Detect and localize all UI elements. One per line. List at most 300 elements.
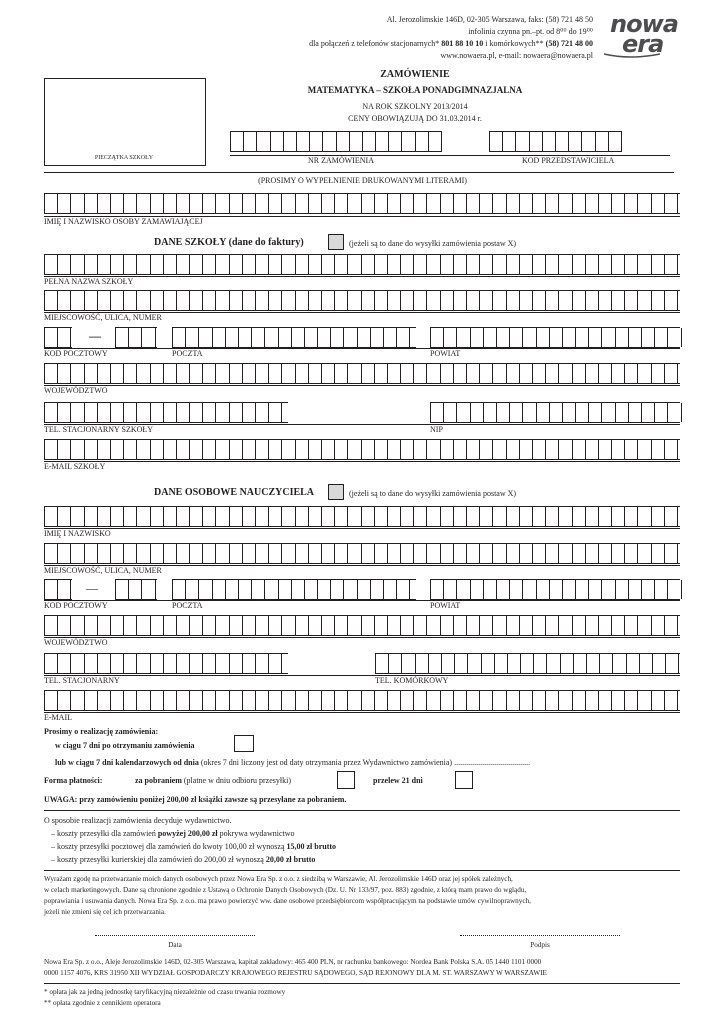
letter-cell[interactable] [58, 440, 71, 459]
letter-cell[interactable] [309, 194, 322, 213]
letter-cell[interactable] [124, 507, 137, 526]
letter-cell[interactable] [348, 440, 361, 459]
letter-cell[interactable] [427, 616, 440, 635]
letter-cell[interactable] [625, 194, 638, 213]
school-postcode-part1[interactable] [44, 327, 72, 348]
letter-cell[interactable] [457, 580, 470, 599]
letter-cell[interactable] [292, 580, 305, 599]
letter-cell[interactable] [573, 194, 586, 213]
letter-cell[interactable] [559, 194, 572, 213]
letter-cell[interactable] [401, 691, 414, 710]
letter-cell[interactable] [576, 403, 589, 422]
letter-cell[interactable] [652, 291, 665, 310]
letter-cell[interactable] [164, 654, 177, 673]
letter-cell[interactable] [480, 616, 493, 635]
school-name-grid[interactable] [44, 254, 680, 275]
letter-cell[interactable] [427, 691, 440, 710]
letter-cell[interactable] [230, 291, 243, 310]
letter-cell[interactable] [599, 691, 612, 710]
letter-cell[interactable] [523, 403, 536, 422]
letter-cell[interactable] [137, 403, 150, 422]
letter-cell[interactable] [85, 364, 98, 383]
letter-cell[interactable] [177, 291, 190, 310]
letter-cell[interactable] [230, 616, 243, 635]
letter-cell[interactable] [177, 194, 190, 213]
delivery-option1-checkbox[interactable] [234, 735, 254, 752]
letter-cell[interactable] [414, 194, 427, 213]
letter-cell[interactable] [190, 544, 203, 563]
letter-cell[interactable] [322, 291, 335, 310]
teacher-shipping-checkbox[interactable] [328, 484, 344, 500]
letter-cell[interactable] [129, 328, 142, 347]
letter-cell[interactable] [520, 440, 533, 459]
letter-cell[interactable] [441, 194, 454, 213]
school-email-grid[interactable] [44, 439, 680, 460]
letter-cell[interactable] [58, 507, 71, 526]
letter-cell[interactable] [296, 544, 309, 563]
teacher-street-grid[interactable] [44, 543, 680, 564]
letter-cell[interactable] [269, 616, 282, 635]
letter-cell[interactable] [429, 132, 442, 151]
letter-cell[interactable] [563, 580, 576, 599]
letter-cell[interactable] [58, 194, 71, 213]
letter-cell[interactable] [480, 544, 493, 563]
letter-cell[interactable] [252, 580, 265, 599]
letter-cell[interactable] [58, 691, 71, 710]
letter-cell[interactable] [335, 255, 348, 274]
letter-cell[interactable] [335, 291, 348, 310]
letter-cell[interactable] [550, 403, 563, 422]
letter-cell[interactable] [164, 616, 177, 635]
letter-cell[interactable] [203, 654, 216, 673]
letter-cell[interactable] [625, 544, 638, 563]
letter-cell[interactable] [216, 616, 229, 635]
letter-cell[interactable] [652, 544, 665, 563]
school-voivodeship-grid[interactable] [44, 363, 680, 384]
letter-cell[interactable] [230, 654, 243, 673]
letter-cell[interactable] [493, 440, 506, 459]
letter-cell[interactable] [589, 580, 602, 599]
letter-cell[interactable] [467, 691, 480, 710]
letter-cell[interactable] [653, 654, 666, 673]
letter-cell[interactable] [177, 364, 190, 383]
letter-cell[interactable] [85, 403, 98, 422]
letter-cell[interactable] [507, 616, 520, 635]
letter-cell[interactable] [151, 544, 164, 563]
letter-cell[interactable] [296, 440, 309, 459]
letter-cell[interactable] [642, 580, 655, 599]
letter-cell[interactable] [164, 364, 177, 383]
letter-cell[interactable] [282, 364, 295, 383]
letter-cell[interactable] [389, 654, 402, 673]
letter-cell[interactable] [85, 194, 98, 213]
letter-cell[interactable] [71, 255, 84, 274]
letter-cell[interactable] [388, 255, 401, 274]
letter-cell[interactable] [177, 507, 190, 526]
letter-cell[interactable] [537, 403, 550, 422]
letter-cell[interactable] [638, 364, 651, 383]
letter-cell[interactable] [520, 544, 533, 563]
letter-cell[interactable] [441, 507, 454, 526]
letter-cell[interactable] [638, 691, 651, 710]
letter-cell[interactable] [322, 440, 335, 459]
letter-cell[interactable] [265, 328, 278, 347]
letter-cell[interactable] [388, 364, 401, 383]
date-line[interactable] [95, 935, 255, 936]
letter-cell[interactable] [666, 654, 679, 673]
letter-cell[interactable] [265, 580, 278, 599]
letter-cell[interactable] [467, 255, 480, 274]
letter-cell[interactable] [493, 291, 506, 310]
letter-cell[interactable] [652, 440, 665, 459]
letter-cell[interactable] [665, 194, 678, 213]
teacher-postcode-part1[interactable] [44, 579, 72, 600]
letter-cell[interactable] [230, 364, 243, 383]
letter-cell[interactable] [586, 440, 599, 459]
letter-cell[interactable] [582, 132, 595, 151]
letter-cell[interactable] [71, 194, 84, 213]
letter-cell[interactable] [58, 580, 71, 599]
letter-cell[interactable] [230, 507, 243, 526]
letter-cell[interactable] [269, 440, 282, 459]
letter-cell[interactable] [616, 328, 629, 347]
letter-cell[interactable] [256, 507, 269, 526]
letter-cell[interactable] [454, 291, 467, 310]
letter-cell[interactable] [335, 691, 348, 710]
letter-cell[interactable] [546, 364, 559, 383]
letter-cell[interactable] [58, 328, 71, 347]
letter-cell[interactable] [550, 328, 563, 347]
letter-cell[interactable] [58, 654, 71, 673]
letter-cell[interactable] [402, 132, 415, 151]
letter-cell[interactable] [282, 194, 295, 213]
letter-cell[interactable] [362, 544, 375, 563]
letter-cell[interactable] [665, 544, 678, 563]
letter-cell[interactable] [216, 440, 229, 459]
letter-cell[interactable] [375, 544, 388, 563]
letter-cell[interactable] [561, 654, 574, 673]
letter-cell[interactable] [600, 654, 613, 673]
letter-cell[interactable] [164, 507, 177, 526]
letter-cell[interactable] [230, 403, 243, 422]
letter-cell[interactable] [559, 364, 572, 383]
letter-cell[interactable] [589, 403, 602, 422]
letter-cell[interactable] [520, 194, 533, 213]
letter-cell[interactable] [137, 616, 150, 635]
letter-cell[interactable] [71, 691, 84, 710]
letter-cell[interactable] [111, 440, 124, 459]
letter-cell[interactable] [190, 364, 203, 383]
letter-cell[interactable] [642, 403, 655, 422]
letter-cell[interactable] [467, 364, 480, 383]
letter-cell[interactable] [256, 544, 269, 563]
letter-cell[interactable] [510, 580, 523, 599]
letter-cell[interactable] [85, 691, 98, 710]
letter-cell[interactable] [203, 440, 216, 459]
letter-cell[interactable] [616, 580, 629, 599]
letter-cell[interactable] [296, 691, 309, 710]
letter-cell[interactable] [111, 691, 124, 710]
letter-cell[interactable] [296, 291, 309, 310]
letter-cell[interactable] [124, 255, 137, 274]
letter-cell[interactable] [362, 291, 375, 310]
letter-cell[interactable] [71, 544, 84, 563]
letter-cell[interactable] [85, 440, 98, 459]
letter-cell[interactable] [305, 328, 318, 347]
letter-cell[interactable] [111, 507, 124, 526]
letter-cell[interactable] [269, 507, 282, 526]
teacher-email-grid[interactable] [44, 690, 680, 711]
letter-cell[interactable] [665, 440, 678, 459]
letter-cell[interactable] [216, 291, 229, 310]
letter-cell[interactable] [190, 194, 203, 213]
letter-cell[interactable] [216, 507, 229, 526]
letter-cell[interactable] [164, 255, 177, 274]
letter-cell[interactable] [282, 544, 295, 563]
letter-cell[interactable] [375, 291, 388, 310]
teacher-voivodeship-grid[interactable] [44, 615, 680, 636]
teacher-mobile-grid[interactable] [375, 653, 680, 674]
letter-cell[interactable] [137, 544, 150, 563]
letter-cell[interactable] [124, 364, 137, 383]
letter-cell[interactable] [190, 291, 203, 310]
letter-cell[interactable] [203, 364, 216, 383]
letter-cell[interactable] [533, 440, 546, 459]
letter-cell[interactable] [441, 255, 454, 274]
letter-cell[interactable] [612, 291, 625, 310]
letter-cell[interactable] [652, 364, 665, 383]
letter-cell[interactable] [384, 328, 397, 347]
letter-cell[interactable] [230, 440, 243, 459]
letter-cell[interactable] [190, 403, 203, 422]
letter-cell[interactable] [116, 328, 129, 347]
letter-cell[interactable] [444, 580, 457, 599]
letter-cell[interactable] [559, 691, 572, 710]
letter-cell[interactable] [164, 544, 177, 563]
letter-cell[interactable] [331, 328, 344, 347]
letter-cell[interactable] [638, 544, 651, 563]
letter-cell[interactable] [45, 364, 58, 383]
letter-cell[interactable] [282, 507, 295, 526]
letter-cell[interactable] [362, 507, 375, 526]
letter-cell[interactable] [546, 691, 559, 710]
letter-cell[interactable] [151, 364, 164, 383]
letter-cell[interactable] [599, 194, 612, 213]
letter-cell[interactable] [124, 403, 137, 422]
letter-cell[interactable] [427, 291, 440, 310]
letter-cell[interactable] [243, 255, 256, 274]
letter-cell[interactable] [282, 255, 295, 274]
letter-cell[interactable] [497, 580, 510, 599]
letter-cell[interactable] [203, 507, 216, 526]
letter-cell[interactable] [573, 691, 586, 710]
letter-cell[interactable] [375, 255, 388, 274]
letter-cell[interactable] [454, 507, 467, 526]
letter-cell[interactable] [282, 440, 295, 459]
letter-cell[interactable] [467, 291, 480, 310]
letter-cell[interactable] [363, 132, 376, 151]
letter-cell[interactable] [177, 616, 190, 635]
letter-cell[interactable] [124, 544, 137, 563]
letter-cell[interactable] [401, 544, 414, 563]
letter-cell[interactable] [58, 255, 71, 274]
letter-cell[interactable] [226, 580, 239, 599]
letter-cell[interactable] [309, 544, 322, 563]
letter-cell[interactable] [401, 507, 414, 526]
letter-cell[interactable] [177, 691, 190, 710]
letter-cell[interactable] [503, 132, 516, 151]
letter-cell[interactable] [642, 328, 655, 347]
letter-cell[interactable] [559, 507, 572, 526]
letter-cell[interactable] [375, 616, 388, 635]
letter-cell[interactable] [533, 507, 546, 526]
letter-cell[interactable] [137, 440, 150, 459]
letter-cell[interactable] [348, 691, 361, 710]
letter-cell[interactable] [124, 291, 137, 310]
letter-cell[interactable] [45, 194, 58, 213]
letter-cell[interactable] [668, 580, 681, 599]
letter-cell[interactable] [190, 440, 203, 459]
letter-cell[interactable] [467, 194, 480, 213]
letter-cell[interactable] [655, 580, 668, 599]
letter-cell[interactable] [655, 328, 668, 347]
letter-cell[interactable] [427, 194, 440, 213]
letter-cell[interactable] [507, 364, 520, 383]
letter-cell[interactable] [296, 616, 309, 635]
letter-cell[interactable] [98, 364, 111, 383]
letter-cell[interactable] [397, 328, 410, 347]
teacher-postcode-part2[interactable] [115, 579, 157, 600]
letter-cell[interactable] [599, 544, 612, 563]
letter-cell[interactable] [190, 616, 203, 635]
letter-cell[interactable] [111, 544, 124, 563]
letter-cell[interactable] [230, 255, 243, 274]
letter-cell[interactable] [495, 654, 508, 673]
letter-cell[interactable] [85, 507, 98, 526]
letter-cell[interactable] [573, 544, 586, 563]
letter-cell[interactable] [243, 691, 256, 710]
letter-cell[interactable] [414, 691, 427, 710]
letter-cell[interactable] [98, 403, 111, 422]
payment-transfer-checkbox[interactable] [455, 771, 473, 789]
letter-cell[interactable] [507, 691, 520, 710]
letter-cell[interactable] [414, 364, 427, 383]
letter-cell[interactable] [151, 440, 164, 459]
letter-cell[interactable] [269, 544, 282, 563]
letter-cell[interactable] [309, 691, 322, 710]
letter-cell[interactable] [243, 544, 256, 563]
letter-cell[interactable] [71, 440, 84, 459]
ordering-person-grid[interactable] [44, 193, 680, 214]
letter-cell[interactable] [467, 544, 480, 563]
letter-cell[interactable] [45, 580, 58, 599]
letter-cell[interactable] [58, 364, 71, 383]
letter-cell[interactable] [230, 194, 243, 213]
letter-cell[interactable] [533, 616, 546, 635]
letter-cell[interactable] [507, 507, 520, 526]
letter-cell[interactable] [256, 403, 269, 422]
letter-cell[interactable] [186, 580, 199, 599]
payment-cod-checkbox[interactable] [337, 771, 355, 789]
letter-cell[interactable] [375, 364, 388, 383]
letter-cell[interactable] [309, 291, 322, 310]
letter-cell[interactable] [484, 403, 497, 422]
letter-cell[interactable] [322, 544, 335, 563]
letter-cell[interactable] [348, 364, 361, 383]
letter-cell[interactable] [599, 440, 612, 459]
letter-cell[interactable] [625, 616, 638, 635]
letter-cell[interactable] [612, 691, 625, 710]
letter-cell[interactable] [507, 194, 520, 213]
letter-cell[interactable] [480, 507, 493, 526]
letter-cell[interactable] [401, 194, 414, 213]
letter-cell[interactable] [431, 403, 444, 422]
letter-cell[interactable] [376, 654, 389, 673]
letter-cell[interactable] [164, 403, 177, 422]
letter-cell[interactable] [640, 654, 653, 673]
letter-cell[interactable] [348, 507, 361, 526]
letter-cell[interactable] [348, 544, 361, 563]
letter-cell[interactable] [655, 403, 668, 422]
letter-cell[interactable] [599, 616, 612, 635]
letter-cell[interactable] [322, 616, 335, 635]
letter-cell[interactable] [310, 132, 323, 151]
letter-cell[interactable] [563, 328, 576, 347]
letter-cell[interactable] [523, 328, 536, 347]
letter-cell[interactable] [414, 544, 427, 563]
letter-cell[interactable] [137, 364, 150, 383]
teacher-district-grid[interactable] [430, 579, 680, 600]
letter-cell[interactable] [190, 691, 203, 710]
letter-cell[interactable] [602, 328, 615, 347]
letter-cell[interactable] [638, 616, 651, 635]
letter-cell[interactable] [85, 544, 98, 563]
letter-cell[interactable] [454, 544, 467, 563]
letter-cell[interactable] [416, 132, 429, 151]
letter-cell[interactable] [244, 132, 257, 151]
letter-cell[interactable] [309, 616, 322, 635]
letter-cell[interactable] [177, 654, 190, 673]
letter-cell[interactable] [414, 255, 427, 274]
letter-cell[interactable] [441, 544, 454, 563]
letter-cell[interactable] [335, 440, 348, 459]
letter-cell[interactable] [243, 616, 256, 635]
letter-cell[interactable] [441, 291, 454, 310]
letter-cell[interactable] [546, 616, 559, 635]
letter-cell[interactable] [269, 255, 282, 274]
letter-cell[interactable] [216, 544, 229, 563]
letter-cell[interactable] [401, 616, 414, 635]
letter-cell[interactable] [151, 507, 164, 526]
letter-cell[interactable] [454, 440, 467, 459]
letter-cell[interactable] [243, 364, 256, 383]
letter-cell[interactable] [199, 328, 212, 347]
letter-cell[interactable] [510, 328, 523, 347]
letter-cell[interactable] [45, 440, 58, 459]
letter-cell[interactable] [533, 194, 546, 213]
letter-cell[interactable] [520, 291, 533, 310]
letter-cell[interactable] [638, 507, 651, 526]
letter-cell[interactable] [388, 291, 401, 310]
letter-cell[interactable] [625, 255, 638, 274]
letter-cell[interactable] [98, 440, 111, 459]
letter-cell[interactable] [269, 403, 282, 422]
letter-cell[interactable] [239, 580, 252, 599]
letter-cell[interactable] [468, 654, 481, 673]
letter-cell[interactable] [71, 291, 84, 310]
letter-cell[interactable] [609, 132, 622, 151]
letter-cell[interactable] [98, 654, 111, 673]
